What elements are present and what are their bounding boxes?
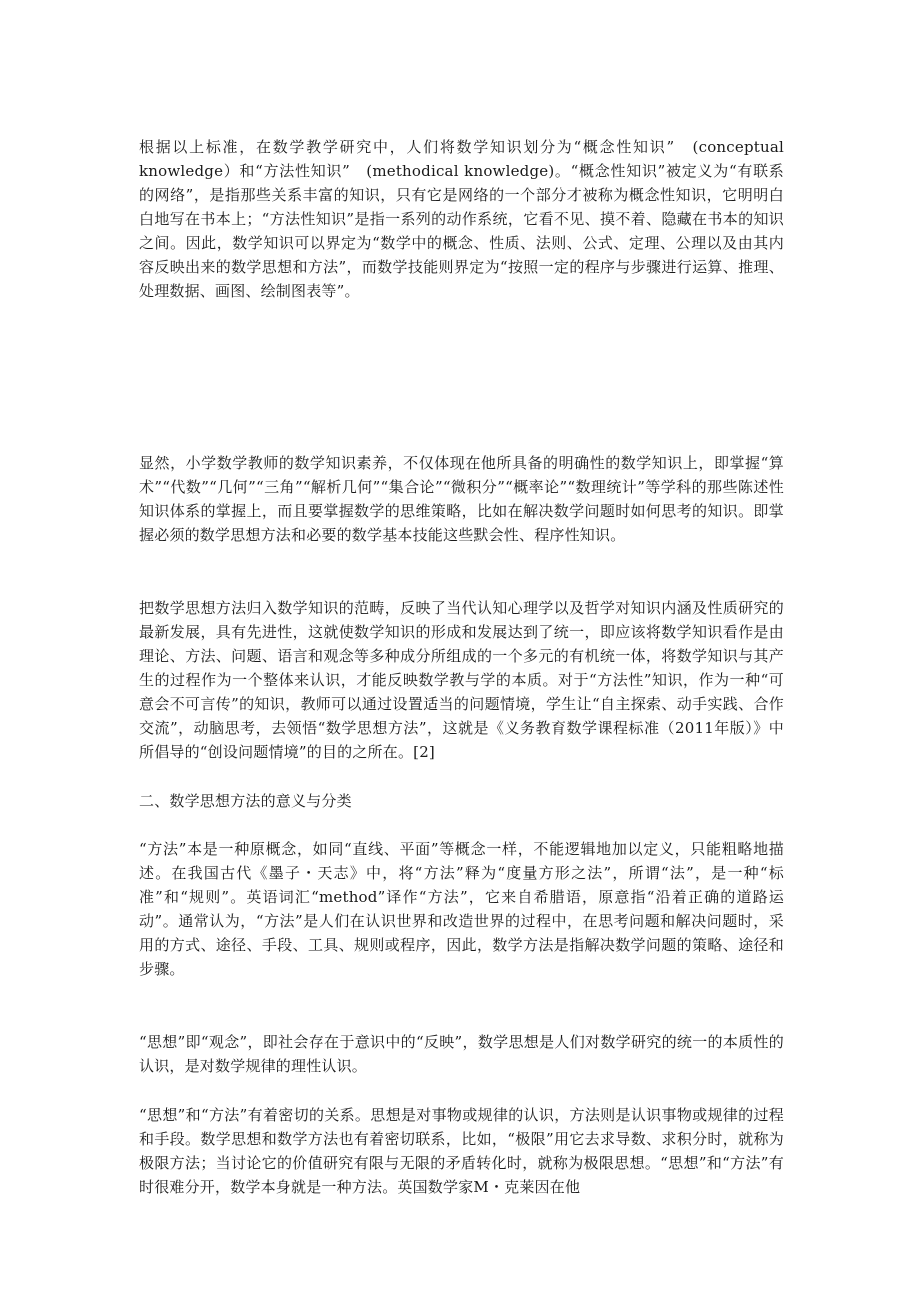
paragraph-method-definition: “方法”本是一种原概念，如同“直线、平面”等概念一样，不能逻辑地加以定义，只能粗略地描述。在我国古代《墨子・天志》中，将“方法”释为“度量方形之法”，所谓“法”，是一种“标准”和“规则”。英语词汇“method”译作“方法”，它来自希腊语，原意指“沿着正确的道路运动”。通常认为，“方法”是人们在认识世界和改造世界的过程中，在思考问题和解决问题时，采用的方式、途径、手段、工具、规则或程序，因此，数学方法是指解决数学问题的策略、途径和步骤。 (139, 840, 784, 978)
section-heading: 二、数学思想方法的意义与分类 (139, 792, 352, 810)
paragraph-thinking-methods: 把数学思想方法归入数学知识的范畴，反映了当代认知心理学以及哲学对知识内涵及性质研究的最新发展，具有先进性，这就使数学知识的形成和发展达到了统一，即应该将数学知识看作是由理论、方法、问题、语言和观念等多种成分所组成的一个多元的有机统一体，将数学知识与其产生的过程作为一个整体来认识，才能反映数学教与学的本质。对于“方法性”知识，作为一种“可意会不可言传”的知识，教师可以通过设置适当的问题情境，学生让“自主探索、动手实践、合作交流”，动脑思考，去领悟“数学思想方法”，这就是《义务教育数学课程标准（2011年版）》中所倡导的“创设问题情境”的目的之所在。[2] (139, 599, 784, 761)
paragraph-thought-and-method: “思想”和“方法”有着密切的关系。思想是对事物或规律的认识，方法则是认识事物或规律的过程和手段。数学思想和数学方法也有着密切联系，比如，“极限”用它去求导数、求积分时，就称为极限方法；当讨论它的价值研究有限与无限的矛盾转化时，就称为极限思想。“思想”和“方法”有时很难分开，数学本身就是一种方法。英国数学家M・克莱因在他 (139, 1106, 784, 1196)
paragraph-teacher-knowledge: 显然，小学数学教师的数学知识素养，不仅体现在他所具备的明确性的数学知识上，即掌握“算术”“代数”“几何”“三角”“解析几何”“集合论”“微积分”“概率论”“数理统计”等学科的那些陈述性知识体系的掌握上，而且要掌握数学的思维策略，比如在解决数学问题时如何思考的知识。即掌握必须的数学思想方法和必要的数学基本技能这些默会性、程序性知识。 (139, 454, 784, 544)
paragraph-thought-definition: “思想”即“观念”，即社会存在于意识中的“反映”，数学思想是人们对数学研究的统一的本质性的认识，是对数学规律的理性认识。 (139, 1033, 784, 1075)
paragraph-knowledge-classification: 根据以上标准，在数学教学研究中，人们将数学知识划分为“概念性知识” (conceptual knowledge）和“方法性知识” (methodical knowledge)。“概念性知识”被定义为“有联系的网络”，是指那些关系丰富的知识，只有它是网络的一个部分才被称为概念性知识，它明明白白地写在书本上；“方法性知识”是指一系列的动作系统，它看不见、摸不着、隐藏在书本的知识之间。因此，数学知识可以界定为“数学中的概念、性质、法则、公式、定理、公理以及由其内容反映出来的数学思想和方法”，而数学技能则界定为“按照一定的程序与步骤进行运算、推理、处理数据、画图、绘制图表等”。 (139, 138, 784, 300)
